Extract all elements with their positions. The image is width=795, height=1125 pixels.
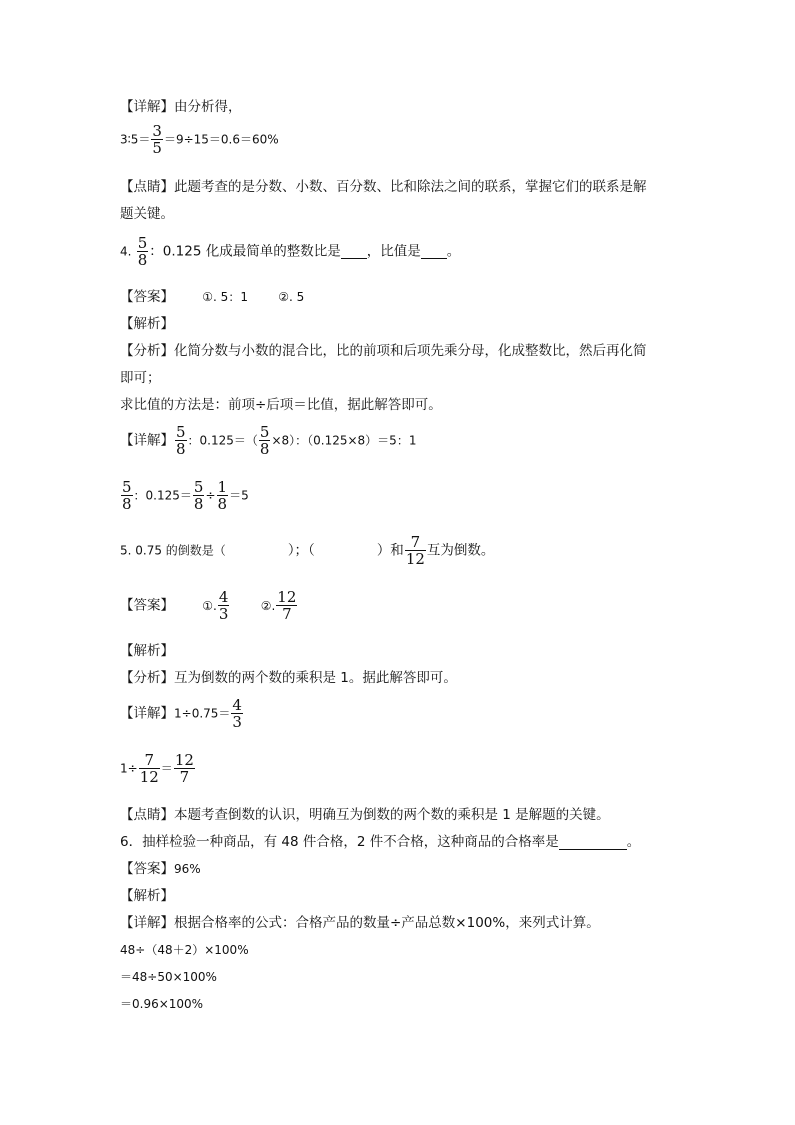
detail-text: 由分析得，: [174, 99, 242, 115]
ratio-suffix: ＝9÷15＝0.6＝60%: [163, 132, 279, 147]
numerator: 12: [277, 588, 297, 606]
question-5: [120, 534, 494, 567]
question-text-a: ：0.125 化成最简单的整数比是: [149, 243, 341, 260]
fenxi-text: 化简分数与小数的混合比，比的前项和后项先乘分母，化成整数比，然后再化简: [174, 343, 647, 359]
detail-text-a: 1÷0.75＝: [174, 706, 231, 721]
numerator: 5: [137, 234, 148, 252]
fenxi-text: 互为倒数的两个数的乘积是 1。据此解答即可。: [174, 670, 457, 686]
answer-line: [120, 589, 298, 622]
answer-line: [120, 860, 201, 878]
fraction-7-12: [139, 752, 160, 785]
division-sign: ÷: [205, 488, 216, 503]
numerator: 5: [176, 423, 186, 441]
detail-text-b: ×8）：（0.125×8）＝5：1: [271, 433, 417, 448]
fraction-5-8: [193, 479, 205, 512]
denominator: 12: [139, 768, 159, 786]
numerator: 4: [218, 588, 229, 606]
detail-line: [120, 98, 242, 116]
question-4: [120, 235, 460, 268]
denominator: 8: [259, 440, 270, 458]
numerator: 1: [217, 478, 228, 496]
question-text-d: 互为倒数。: [426, 542, 495, 559]
question-number: 4.: [120, 244, 132, 259]
answer-blank: [559, 835, 627, 850]
answer-2: ②. 5: [278, 290, 305, 304]
answer-line: [120, 288, 304, 306]
question-text-b: 。: [626, 834, 641, 850]
tip-label: 【点睛】: [120, 807, 174, 823]
numerator: 7: [144, 751, 155, 769]
numerator: 7: [410, 533, 421, 551]
detail-label: 【详解】: [120, 705, 174, 722]
denominator: 7: [179, 768, 190, 786]
fraction-5-8: [259, 424, 271, 457]
denominator: 8: [122, 495, 132, 513]
answer-blank-1: [341, 244, 367, 259]
answer-label: 【答案】: [120, 289, 174, 305]
tip-text-2: 题关键。: [120, 206, 174, 222]
answer-value: 96%: [174, 862, 201, 876]
numerator: 4: [232, 696, 242, 714]
tip-label: 【点睛】: [120, 179, 174, 195]
tip-line-2: [120, 205, 174, 223]
analysis-label: 【解析】: [120, 316, 174, 332]
answer-label: 【答案】: [120, 597, 174, 614]
denominator: 5: [152, 139, 162, 157]
line2-text-a: ：0.125＝: [133, 488, 192, 503]
numerator: 12: [174, 751, 194, 769]
fenxi-line: [120, 342, 647, 360]
detail-line: [120, 914, 600, 932]
detail-text: 根据合格率的公式：合格产品的数量÷产品总数×100%，来列式计算。: [174, 915, 600, 931]
calc-step-3: ＝0.96×100%: [120, 997, 204, 1011]
answer-blank-2: [421, 244, 447, 259]
question-text-c: 。: [446, 243, 461, 260]
question-text-a: 5. 0.75 的倒数是（: [120, 543, 226, 558]
answer-1: ①. 5：1: [202, 290, 248, 304]
fraction-12-7: [276, 589, 297, 622]
fraction-12-7: [174, 752, 195, 785]
answer-label: 【答案】: [120, 861, 174, 877]
denominator: 7: [282, 605, 292, 623]
fenxi-label: 【分析】: [120, 670, 174, 686]
fraction-3-5: [151, 123, 163, 156]
tip-text: 此题考查的是分数、小数、百分数、比和除法之间的联系，掌握它们的联系是解: [174, 179, 647, 195]
numerator: 3: [152, 122, 162, 140]
detail-line-2: [120, 479, 249, 512]
calc-step-2: ＝48÷50×100%: [120, 970, 217, 984]
question-6: [120, 833, 640, 851]
numerator: 5: [122, 478, 132, 496]
ratio-equation: [120, 123, 279, 156]
tip-line: [120, 178, 647, 196]
equals-sign: ＝: [160, 761, 173, 776]
fraction-5-8: [121, 479, 133, 512]
calc-step-1: 48÷（48＋2）×100%: [120, 943, 249, 957]
denominator: 8: [193, 495, 204, 513]
detail-label: 【详解】: [120, 432, 174, 449]
denominator: 3: [232, 713, 242, 731]
tip-text: 本题考查倒数的认识，明确互为倒数的两个数的乘积是 1 是解题的关键。: [174, 807, 610, 823]
detail-line: [120, 424, 416, 457]
denominator: 8: [137, 251, 148, 269]
question-text-b: ）；（: [287, 542, 315, 559]
numerator: 5: [259, 423, 270, 441]
analysis-label: 【解析】: [120, 888, 174, 904]
fraction-1-8: [217, 479, 229, 512]
fraction-4-3: [218, 589, 230, 622]
answer-1: ①.: [202, 598, 217, 613]
line2-text-b: ＝5: [229, 488, 249, 503]
fenxi-line-2: 即可；: [120, 370, 161, 386]
answer-2: ②.: [260, 598, 276, 613]
fenxi-label: 【分析】: [120, 343, 174, 359]
fenxi-line: [120, 669, 457, 687]
detail-line: [120, 697, 244, 730]
detail-line-2: [120, 752, 196, 785]
fraction-5-8: [175, 424, 187, 457]
denominator: 8: [176, 440, 186, 458]
fraction-4-3: [231, 697, 243, 730]
fenxi-line-3: 求比值的方法是：前项÷后项＝比值，据此解答即可。: [120, 397, 442, 413]
question-text-b: ，比值是: [366, 243, 421, 260]
numerator: 5: [193, 478, 204, 496]
tip-line: [120, 806, 610, 824]
fraction-7-12: [405, 534, 426, 567]
denominator: 8: [217, 495, 228, 513]
line2-text-a: 1÷: [120, 761, 138, 776]
denominator: 12: [405, 550, 425, 568]
detail-label: 【详解】: [120, 99, 174, 115]
fraction-5-8: [137, 235, 149, 268]
question-text-a: 6．抽样检验一种商品，有 48 件合格，2 件不合格，这种商品的合格率是: [120, 834, 559, 850]
detail-label: 【详解】: [120, 915, 174, 931]
denominator: 3: [218, 605, 229, 623]
question-text-c: ）和: [376, 542, 404, 559]
analysis-label: 【解析】: [120, 643, 174, 659]
ratio-prefix: 3∶5＝: [120, 132, 151, 147]
detail-text-a: ：0.125＝（: [187, 433, 258, 448]
